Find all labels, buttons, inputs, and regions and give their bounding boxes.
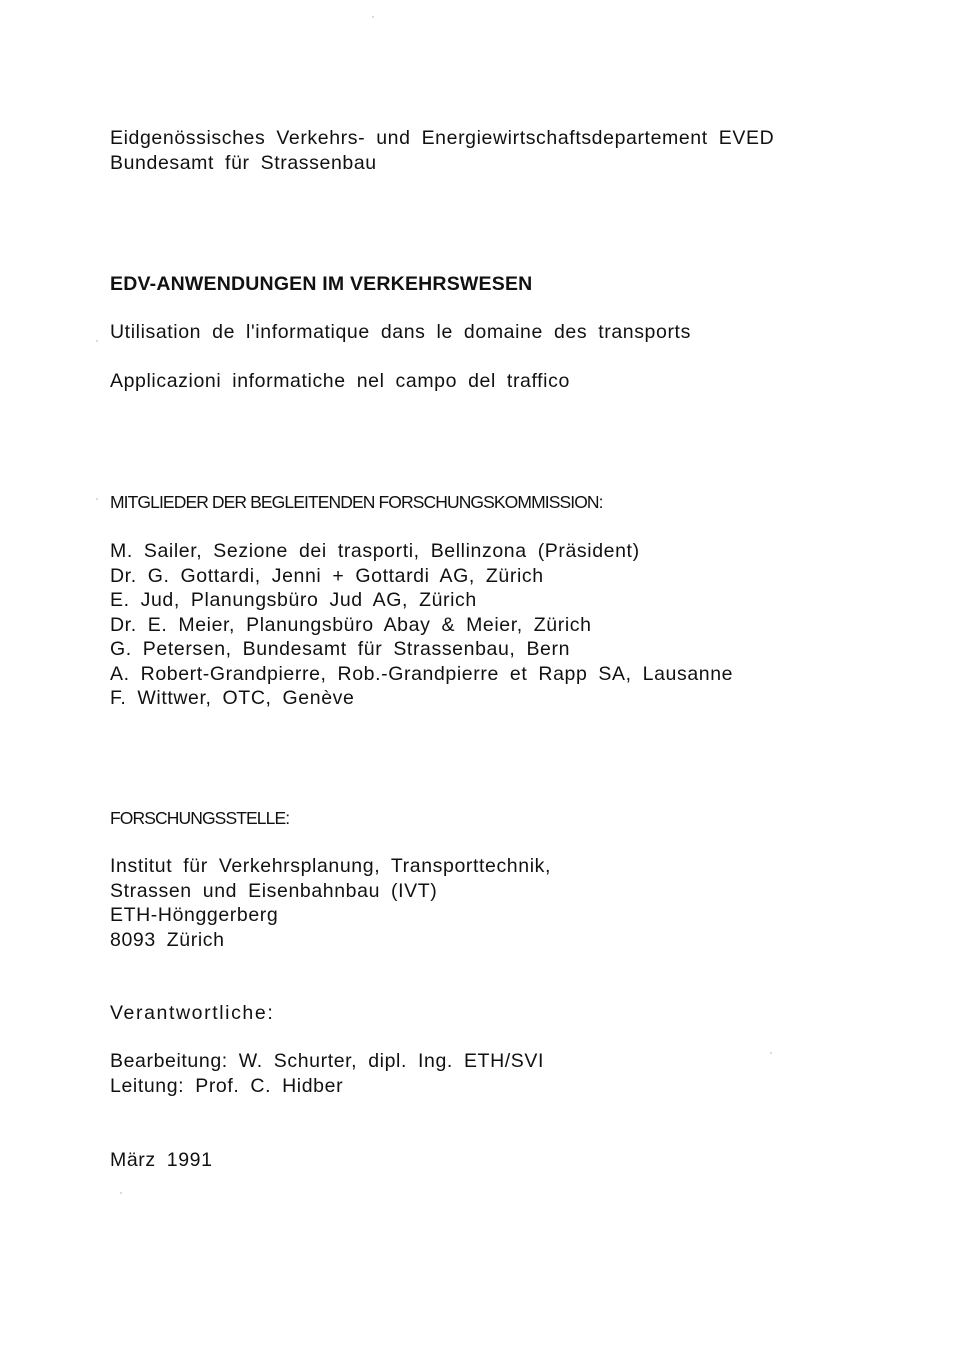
commission-members-list	[110, 539, 910, 711]
scan-speck	[96, 340, 98, 342]
commission-member: M. Sailer, Sezione dei trasporti, Bellinzona (Präsident)	[110, 540, 640, 562]
address-line: Strassen und Eisenbahnbau (IVT)	[110, 879, 438, 902]
scan-speck	[372, 16, 374, 18]
responsible-persons	[110, 1049, 910, 1098]
authority-department: Eidgenössisches Verkehrs- und Energiewirtschaftsdepartement EVED	[110, 127, 775, 149]
commission-heading: MITGLIEDER DER BEGLEITENDEN FORSCHUNGSKOMMISSION:	[110, 492, 603, 512]
commission-member: F. Wittwer, OTC, Genève	[110, 687, 355, 709]
commission-member: E. Jud, Planungsbüro Jud AG, Zürich	[110, 589, 477, 611]
research-institution-address	[110, 854, 910, 952]
address-line: ETH-Hönggerberg	[110, 904, 279, 926]
authority-office: Bundesamt für Strassenbau	[110, 151, 377, 174]
responsible-line: Leitung: Prof. C. Hidber	[110, 1074, 344, 1097]
report-title-french: Utilisation de l'informatique dans le domaine des transports	[110, 321, 691, 343]
report-title-italian: Applicazioni informatiche nel campo del traffico	[110, 370, 570, 392]
responsible-line: Bearbeitung: W. Schurter, dipl. Ing. ETH/SVI	[110, 1050, 545, 1072]
commission-member: A. Robert-Grandpierre, Rob.-Grandpierre et Rapp SA, Lausanne	[110, 662, 734, 685]
scan-speck	[120, 1192, 122, 1194]
commission-member: G. Petersen, Bundesamt für Strassenbau, Bern	[110, 638, 571, 660]
research-institution-heading: FORSCHUNGSSTELLE:	[110, 808, 290, 828]
address-line: 8093 Zürich	[110, 928, 225, 951]
address-line: Institut für Verkehrsplanung, Transporttechnik,	[110, 855, 551, 877]
responsible-heading: Verantwortliche:	[110, 1002, 275, 1024]
scan-speck	[770, 1052, 772, 1054]
commission-member: Dr. E. Meier, Planungsbüro Abay & Meier, Zürich	[110, 613, 592, 636]
scan-speck	[96, 498, 98, 500]
commission-member: Dr. G. Gottardi, Jenni + Gottardi AG, Zürich	[110, 564, 544, 587]
issuing-authority	[110, 126, 910, 175]
report-title: EDV-ANWENDUNGEN IM VERKEHRSWESEN	[110, 273, 533, 295]
publication-date: März 1991	[110, 1149, 213, 1171]
